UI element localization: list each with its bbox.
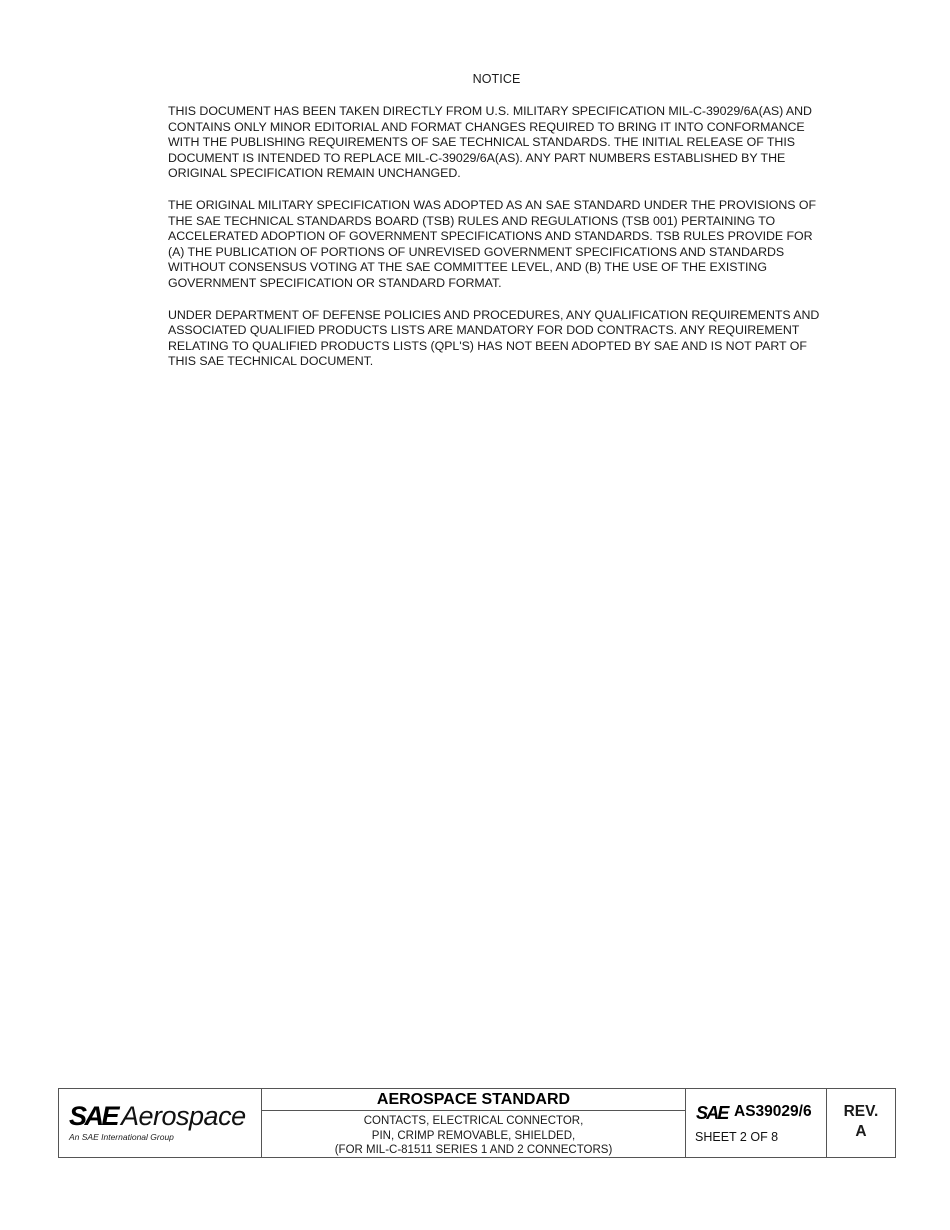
sae-logo-mark: SAE xyxy=(69,1101,118,1131)
logo-tagline: An SAE International Group xyxy=(69,1132,174,1142)
title-block xyxy=(58,1088,896,1158)
notice-body xyxy=(168,104,838,386)
notice-paragraph-1: THIS DOCUMENT HAS BEEN TAKEN DIRECTLY FROM U.S. MILITARY SPECIFICATION MIL-C-39029/6A(AS) AND CONTAINS ONLY MINOR EDITORIAL AND FORMAT CHANGES REQUIRED TO BRING IT INTO CONFORMANCE WITH THE PUBLISHING REQUIREMENTS OF SAE TECHNICAL STANDARDS. THE INITIAL RELEASE OF THIS DOCUMENT IS INTENDED TO REPLACE MIL-C-39029/6A(AS). ANY PART NUMBERS ESTABLISHED BY THE ORIGINAL SPECIFICATION REMAIN UNCHANGED. xyxy=(168,104,812,181)
sheet-number: SHEET 2 OF 8 xyxy=(695,1130,779,1144)
document-number: AS39029/6 xyxy=(734,1103,812,1120)
revision: REV. A xyxy=(843,1103,879,1140)
notice-paragraph-2: THE ORIGINAL MILITARY SPECIFICATION WAS ADOPTED AS AN SAE STANDARD UNDER THE PROVISIONS OF THE SAE TECHNICAL STANDARDS BOARD (TSB) RULES AND REGULATIONS (TSB 001) PERTAINING TO ACCELERATED ADOPTION OF GOVERNMENT SPECIFICATIONS AND STANDARDS. TSB RULES PROVIDE FOR (A) THE PUBLICATION OF PORTIONS OF UNREVISED GOVERNMENT SPECIFICATIONS AND STANDARDS WITHOUT CONSENSUS VOTING AT THE SAE COMMITTEE LEVEL, AND (B) THE USE OF THE EXISTING GOVERNMENT SPECIFICATION OR STANDARD FORMAT. xyxy=(168,197,816,290)
document-description: CONTACTS, ELECTRICAL CONNECTOR, PIN, CRIMP REMOVABLE, SHIELDED, (FOR MIL-C-81511 SERIES 1 AND 2 CONNECTORS) xyxy=(334,1115,613,1156)
title-cell xyxy=(262,1089,686,1157)
aerospace-logo-word: Aerospace xyxy=(121,1101,246,1131)
notice-paragraph-3: UNDER DEPARTMENT OF DEFENSE POLICIES AND PROCEDURES, ANY QUALIFICATION REQUIREMENTS AND ASSOCIATED QUALIFIED PRODUCTS LISTS ARE MANDATORY FOR DOD CONTRACTS. ANY REQUIREMENT RELATING TO QUALIFIED PRODUCTS LISTS (QPL'S) HAS NOT BEEN ADOPTED BY SAE AND IS NOT PART OF THIS SAE TECHNICAL DOCUMENT. xyxy=(168,307,820,369)
document-number-cell xyxy=(686,1089,827,1157)
standard-type: AEROSPACE STANDARD xyxy=(262,1089,685,1111)
notice-heading: NOTICE xyxy=(472,72,521,86)
sae-aerospace-logo xyxy=(59,1089,262,1157)
sae-small-logo: SAE xyxy=(696,1103,728,1123)
